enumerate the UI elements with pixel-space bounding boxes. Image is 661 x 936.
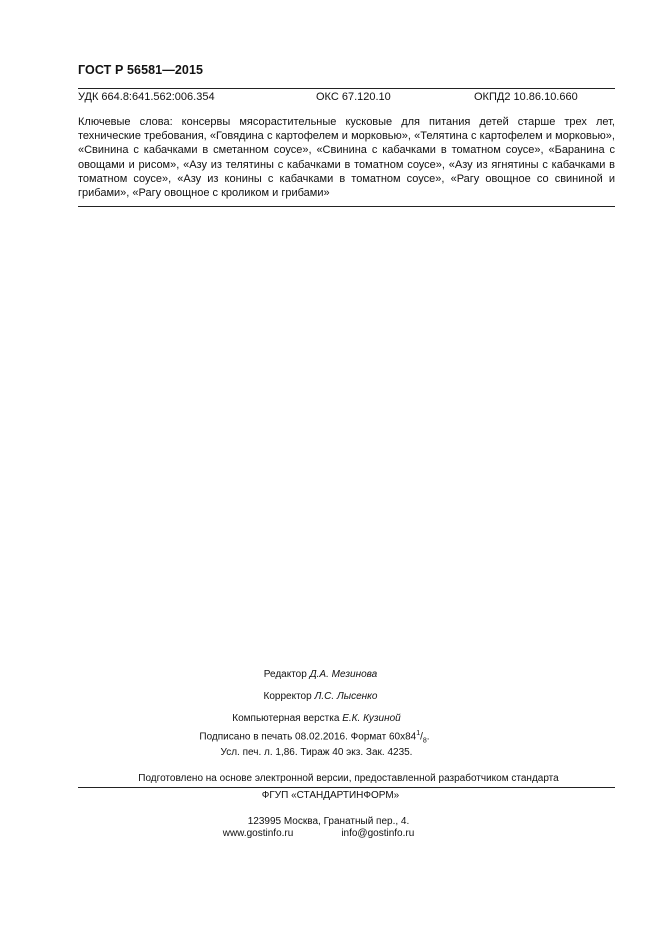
standard-code: ГОСТ Р 56581—2015 (78, 63, 204, 77)
imprint-publisher: ФГУП «СТАНДАРТИНФОРМ» (261, 790, 400, 801)
imprint-contacts (0, 828, 649, 839)
editor-name: Д.А. Мезинова (309, 669, 378, 680)
imprint-sheets: Усл. печ. л. 1,86. Тираж 40 экз. Зак. 4235. (220, 747, 413, 758)
editor-label: Редактор (263, 669, 307, 680)
classifiers-line (78, 91, 615, 105)
footer-rule (78, 787, 615, 788)
imprint-signed: Подписано в печать 08.02.2016. Формат $60х84^1/_8$. (199, 730, 430, 745)
signed-end: . (426, 731, 430, 743)
layout-name: Е.К. Кузиной (342, 713, 401, 724)
udk-code: УДК 664.8:641.562:006.354 (78, 91, 215, 103)
signed-text: Подписано в печать 08.02.2016. Формат 60х84 (199, 731, 417, 743)
imprint-editor (0, 669, 651, 680)
imprint-corrector (0, 691, 651, 702)
corrector-name: Л.С. Лысенко (314, 691, 378, 702)
imprint-layout (0, 713, 647, 724)
format-denominator: 8 (422, 737, 427, 745)
header-rule (78, 88, 615, 89)
imprint-address: 123995 Москва, Гранатный пер., 4. (247, 816, 410, 827)
imprint-prepared: Подготовлено на основе электронной версии, предоставленной разработчиком стандарта (138, 773, 559, 784)
website-link[interactable]: www.gostinfo.ru (222, 828, 294, 839)
corrector-label: Корректор (263, 691, 312, 702)
okpd-code: ОКПД2 10.86.10.660 (474, 91, 578, 103)
format-numerator: 1 (416, 730, 421, 737)
keywords-rule (78, 206, 615, 207)
oks-code: ОКС 67.120.10 (316, 91, 391, 103)
keywords-paragraph: Ключевые слова: консервы мясорастительные кусковые для питания детей старше трех лет, технические требования, «Говядина с картофелем и морковью», «Телятина с картофелем и морковью», «Свинина с кабачками в сметанном соусе», «Свинина с кабачками в томатном соусе», «Баранина с овощами и рисом», «Азу из телятины с кабачками в томатном соусе», «Азу из ягнятины с кабачками в томатном соусе», «Азу из конины с кабачками в томатном соусе», «Рагу овощное со свининой и грибами», «Рагу овощное с кроликом и грибами» (78, 116, 615, 200)
layout-label: Компьютерная верстка (232, 713, 340, 724)
email-link[interactable]: info@gostinfo.ru (341, 828, 415, 839)
